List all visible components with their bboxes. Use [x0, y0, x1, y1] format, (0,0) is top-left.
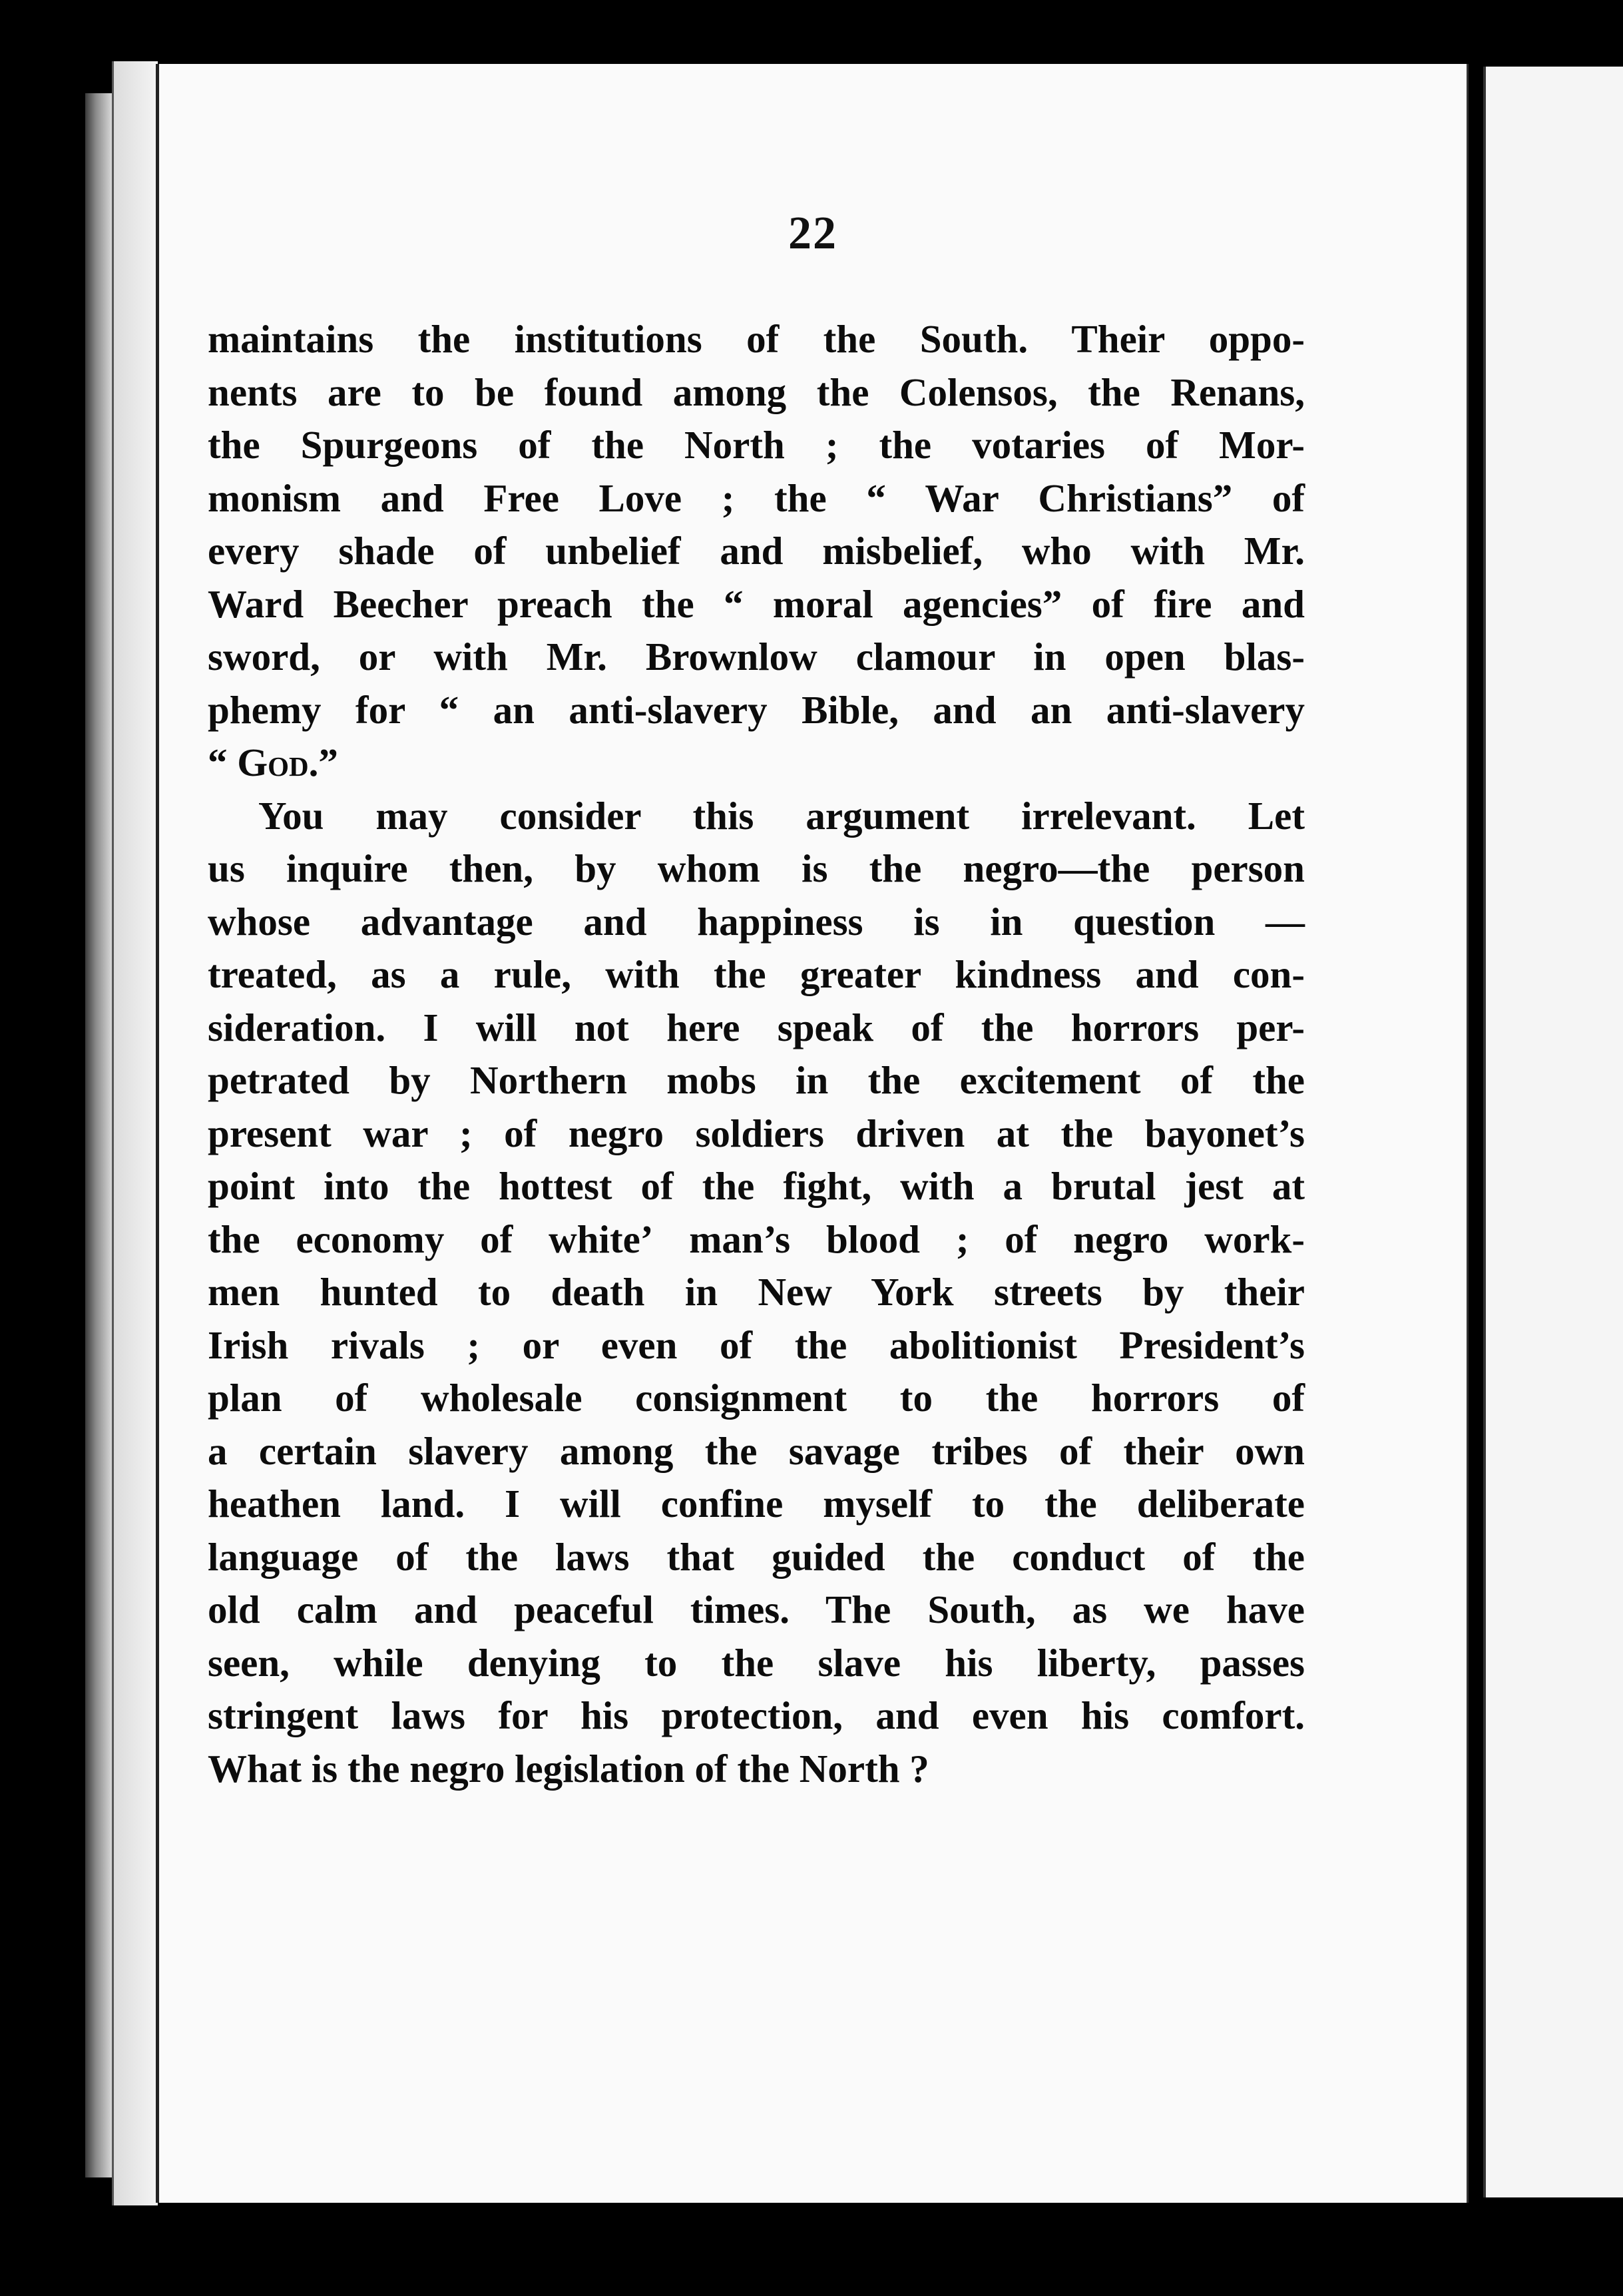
- text-line: “ God.”: [208, 740, 338, 784]
- text-line: the Spurgeons of the North ; the votaries of Mor-: [208, 423, 1305, 467]
- text-line: treated, as a rule, with the greater kindness and con-: [208, 952, 1305, 996]
- page-number: 22: [788, 208, 837, 259]
- text-line: plan of wholesale consignment to the horrors of: [208, 1376, 1305, 1420]
- text-line: sideration. I will not here speak of the horrors per-: [208, 1005, 1305, 1049]
- text-line: every shade of unbelief and misbelief, who with Mr.: [208, 529, 1305, 573]
- text-line: present war ; of negro soldiers driven at the bayonet’s: [208, 1111, 1305, 1155]
- text-line: sword, or with Mr. Brownlow clamour in open blas-: [208, 635, 1305, 679]
- text-line: old calm and peaceful times. The South, as we have: [208, 1587, 1305, 1631]
- text-line: language of the laws that guided the conduct of the: [208, 1534, 1305, 1579]
- text-line: whose advantage and happiness is in question —: [208, 899, 1305, 944]
- text-line: stringent laws for his protection, and even his comfort.: [208, 1693, 1305, 1737]
- text-line: heathen land. I will confine myself to the deliberate: [208, 1482, 1305, 1526]
- book-spine: [85, 93, 112, 2177]
- body-text: [208, 313, 1305, 1795]
- facing-page-edge: [1483, 67, 1623, 2197]
- text-line: the economy of whiteʼ man’s blood ; of negro work-: [208, 1217, 1305, 1261]
- text-line: a certain slavery among the savage tribes of their own: [208, 1428, 1305, 1473]
- text-line: phemy for “ an anti-slavery Bible, and an anti-slavery: [208, 687, 1305, 732]
- text-line: us inquire then, by whom is the negro—the person: [208, 846, 1305, 890]
- text-line: petrated by Northern mobs in the excitement of the: [208, 1058, 1305, 1102]
- text-line: seen, while denying to the slave his liberty, passes: [208, 1640, 1305, 1685]
- text-line: Ward Beecher preach the “ moral agencies” of fire and: [208, 581, 1305, 626]
- paragraph-start-line: You may consider this argument irrelevant. Let: [258, 793, 1305, 838]
- text-line: Irish rivals ; or even of the abolitionist President’s: [208, 1322, 1305, 1367]
- text-line: maintains the institutions of the South. Their oppo-: [208, 317, 1305, 361]
- text-line: monism and Free Love ; the “ War Christians” of: [208, 475, 1305, 520]
- text-line: men hunted to death in New York streets by their: [208, 1270, 1305, 1314]
- text-line: point into the hottest of the fight, with a brutal jest at: [208, 1164, 1305, 1208]
- text-line: nents are to be found among the Colensos, the Renans,: [208, 370, 1305, 414]
- page-edge: [112, 61, 158, 2205]
- text-line: What is the negro legislation of the North ?: [208, 1746, 929, 1791]
